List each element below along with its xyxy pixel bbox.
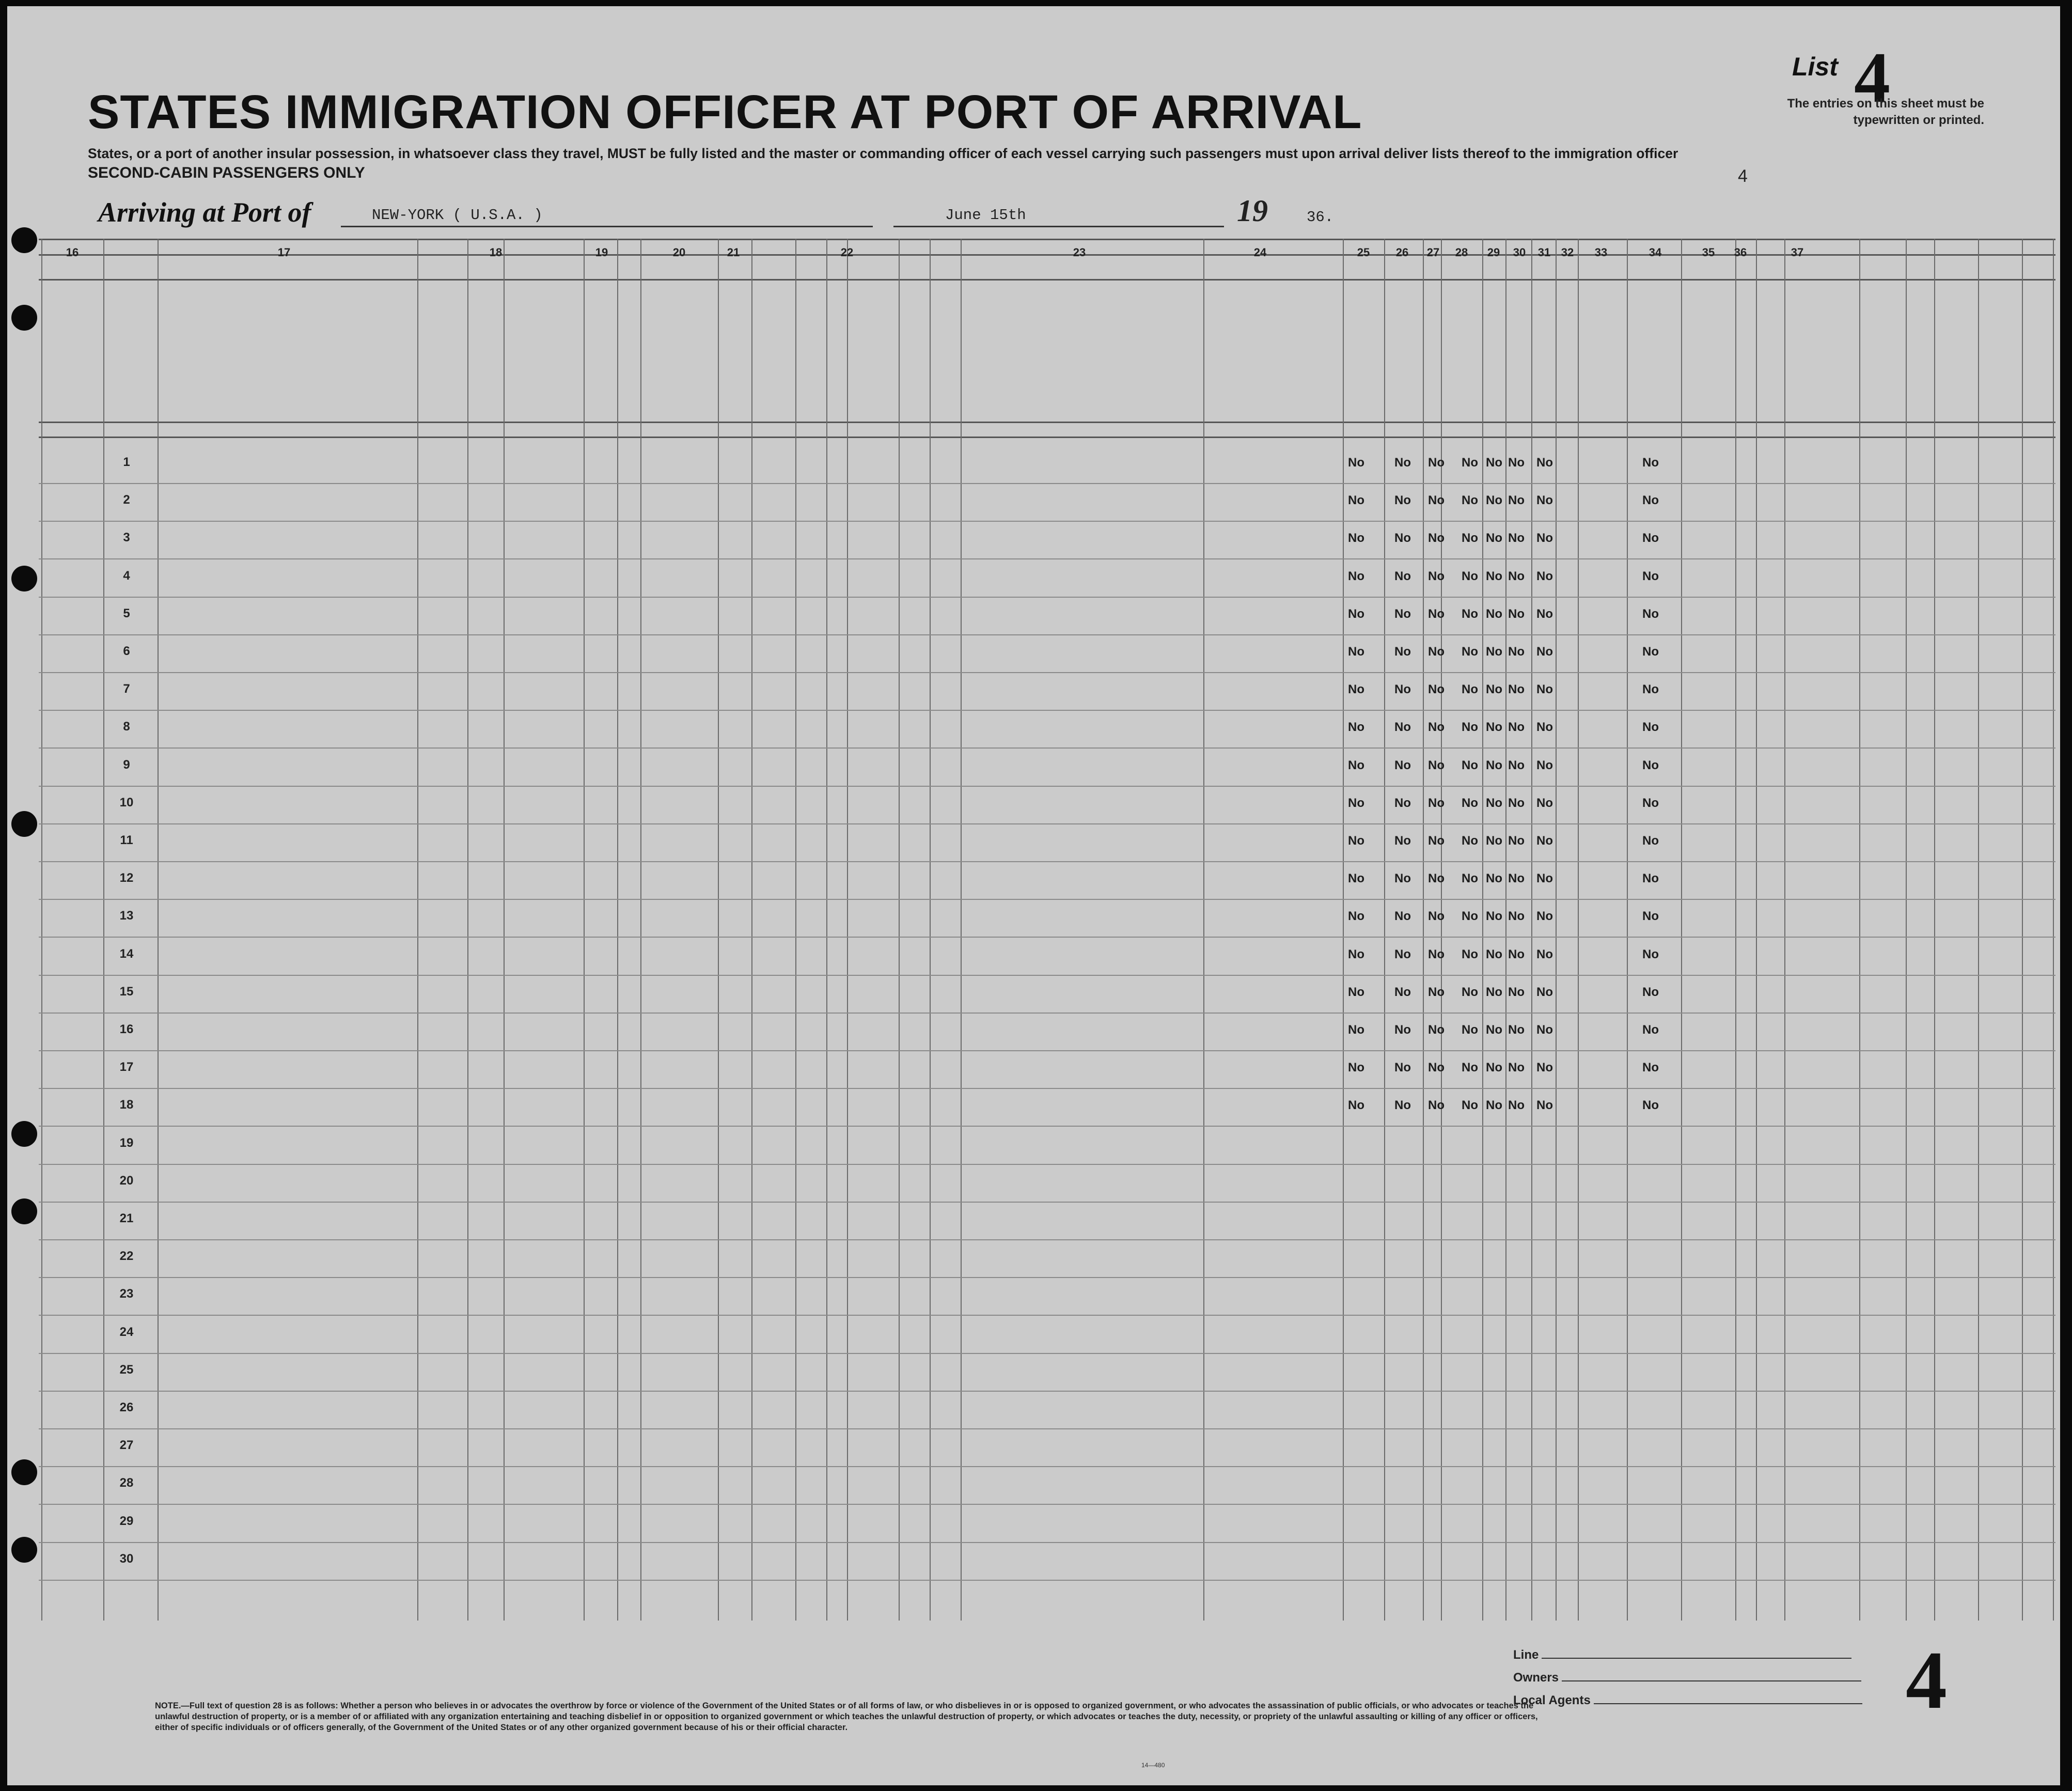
- deformed-no: No: [1642, 645, 1659, 659]
- column-number: 23: [1073, 246, 1086, 259]
- flag-no: No: [1462, 720, 1478, 735]
- flag-no: No: [1428, 645, 1445, 659]
- column-number: 30: [1513, 246, 1526, 259]
- flag-no: No: [1462, 758, 1478, 772]
- flag-no: No: [1428, 531, 1445, 546]
- row-rule: [39, 1353, 2055, 1354]
- row-rule: [39, 861, 2055, 862]
- row-rule: [39, 823, 2055, 824]
- deformed-no: No: [1642, 985, 1659, 999]
- table-rule: [39, 239, 2055, 240]
- flag-no: No: [1508, 796, 1525, 810]
- flag-no: No: [1394, 985, 1411, 999]
- row-number: 28: [119, 1476, 134, 1490]
- deformed-no: No: [1642, 1098, 1659, 1113]
- flag-no: No: [1486, 645, 1502, 659]
- table-rule: [39, 279, 2055, 281]
- column-number: 37: [1791, 246, 1804, 259]
- header-line-1: States, or a port of another insular possession, in whatsoever class they travel, MUST be fully listed and the master or commanding officer of each vessel carrying such passengers must upon arrival deliver lists thereof to the immigration officer: [88, 146, 1678, 161]
- row-number: 1: [123, 455, 130, 469]
- column-rule: [1627, 239, 1628, 1621]
- flag-no: No: [1394, 606, 1411, 621]
- deformed-no: No: [1642, 569, 1659, 583]
- column-rule: [961, 239, 962, 1621]
- flag-no: No: [1486, 985, 1502, 999]
- deformed-no: No: [1642, 1061, 1659, 1075]
- arrival-port: NEW-YORK ( U.S.A. ): [372, 207, 543, 224]
- row-rule: [39, 1315, 2055, 1316]
- flag-no: No: [1394, 947, 1411, 961]
- row-number: 24: [119, 1325, 134, 1339]
- flag-no: No: [1536, 456, 1553, 470]
- row-number: 13: [119, 909, 134, 923]
- page-title: STATES IMMIGRATION OFFICER AT PORT OF ARRIVAL: [88, 86, 1362, 138]
- deformed-no: No: [1642, 796, 1659, 810]
- local-agents-label: Local Agents: [1513, 1693, 1591, 1707]
- column-number: 28: [1455, 246, 1468, 259]
- flag-no: No: [1536, 569, 1553, 583]
- flag-no: No: [1348, 645, 1364, 659]
- flag-no: No: [1394, 871, 1411, 886]
- flag-no: No: [1486, 456, 1502, 470]
- row-rule: [39, 1277, 2055, 1278]
- column-rule: [1578, 239, 1579, 1621]
- deformed-no: No: [1642, 871, 1659, 886]
- row-rule: [39, 747, 2055, 749]
- row-rule: [39, 634, 2055, 635]
- flag-no: No: [1394, 456, 1411, 470]
- flag-no: No: [1348, 720, 1364, 735]
- row-rule: [39, 786, 2055, 787]
- flag-no: No: [1536, 531, 1553, 546]
- flag-no: No: [1462, 645, 1478, 659]
- flag-no: No: [1394, 1061, 1411, 1075]
- owners-label: Owners: [1513, 1671, 1559, 1685]
- column-number: 27: [1426, 246, 1440, 259]
- flag-no: No: [1486, 871, 1502, 886]
- column-rule: [751, 239, 752, 1621]
- flag-no: No: [1348, 985, 1364, 999]
- column-rule: [467, 239, 468, 1621]
- flag-no: No: [1348, 909, 1364, 924]
- flag-no: No: [1486, 834, 1502, 848]
- row-rule: [39, 1126, 2055, 1127]
- flag-no: No: [1508, 1098, 1525, 1113]
- row-rule: [39, 672, 2055, 673]
- flag-no: No: [1348, 456, 1364, 470]
- flag-no: No: [1508, 985, 1525, 999]
- row-number: 8: [123, 720, 130, 734]
- row-rule: [39, 483, 2055, 484]
- flag-no: No: [1428, 985, 1445, 999]
- row-rule: [39, 1580, 2055, 1581]
- flag-no: No: [1462, 909, 1478, 924]
- flag-no: No: [1536, 493, 1553, 508]
- flag-no: No: [1428, 493, 1445, 508]
- row-rule: [39, 710, 2055, 711]
- flag-no: No: [1486, 531, 1502, 546]
- row-rule: [39, 558, 2055, 559]
- row-rule: [39, 975, 2055, 976]
- list-label: List: [1792, 52, 1838, 81]
- flag-no: No: [1394, 909, 1411, 924]
- flag-no: No: [1394, 531, 1411, 546]
- flag-no: No: [1394, 569, 1411, 583]
- deformed-no: No: [1642, 682, 1659, 697]
- flag-no: No: [1508, 493, 1525, 508]
- row-rule: [39, 1202, 2055, 1203]
- column-number: 33: [1594, 246, 1608, 259]
- column-rule: [1482, 239, 1483, 1621]
- row-number: 20: [119, 1173, 134, 1188]
- flag-no: No: [1508, 947, 1525, 961]
- column-rule: [2053, 239, 2054, 1621]
- flag-no: No: [1486, 909, 1502, 924]
- row-number: 14: [119, 946, 134, 961]
- column-rule: [1978, 239, 1979, 1621]
- flag-no: No: [1536, 606, 1553, 621]
- column-number: 31: [1537, 246, 1551, 259]
- deformed-no: No: [1642, 456, 1659, 470]
- flag-no: No: [1462, 947, 1478, 961]
- flag-no: No: [1508, 456, 1525, 470]
- footnote-question-28: NOTE.—Full text of question 28 is as follows: Whether a person who believes in or advocates the overthrow by force or violence of the Government of the United States or of all forms of law, or who disbelieves in or is opposed to organized government, or who advocates the assassination of public officials, or who advocates or teaches the unlawful destruction of property, or is a member of or affiliated with any organization entertaining and teaching disbelief in or opposition to organized government or which teaches the unlawful destruction of property, or which advocates or teaches the duty, necessity, or propriety of the unlawful assaulting or killing of any officer or officers, either of specific individuals or of officers generally, of the Government of the United States or of any other organized government because of his or their official character.: [155, 1701, 1538, 1732]
- column-rule: [417, 239, 418, 1621]
- flag-no: No: [1462, 985, 1478, 999]
- row-number: 19: [119, 1135, 134, 1150]
- flag-no: No: [1508, 606, 1525, 621]
- flag-no: No: [1508, 720, 1525, 735]
- flag-no: No: [1428, 569, 1445, 583]
- flag-no: No: [1536, 834, 1553, 848]
- flag-no: No: [1394, 796, 1411, 810]
- deformed-no: No: [1642, 947, 1659, 961]
- flag-no: No: [1536, 985, 1553, 999]
- row-number: 9: [123, 757, 130, 772]
- column-rule: [584, 239, 585, 1621]
- flag-no: No: [1462, 493, 1478, 508]
- flag-no: No: [1394, 834, 1411, 848]
- flag-no: No: [1462, 1098, 1478, 1113]
- column-number: 34: [1649, 246, 1662, 259]
- row-number: 26: [119, 1400, 134, 1414]
- column-number: 35: [1702, 246, 1715, 259]
- row-number: 30: [119, 1551, 134, 1566]
- flag-no: No: [1508, 531, 1525, 546]
- deformed-no: No: [1642, 909, 1659, 924]
- flag-no: No: [1508, 682, 1525, 697]
- flag-no: No: [1348, 682, 1364, 697]
- flag-no: No: [1428, 909, 1445, 924]
- year-suffix: 36.: [1307, 209, 1334, 226]
- arriving-label: Arriving at Port of: [98, 197, 311, 228]
- row-number: 18: [119, 1098, 134, 1112]
- column-number: 19: [595, 246, 608, 259]
- row-rule: [39, 1088, 2055, 1089]
- flag-no: No: [1536, 1061, 1553, 1075]
- row-number: 4: [123, 568, 130, 583]
- column-rule: [1203, 239, 1204, 1621]
- row-rule: [39, 1239, 2055, 1240]
- line-owner-agent-fields: [1513, 1648, 1862, 1716]
- row-rule: [39, 1391, 2055, 1392]
- flag-no: No: [1394, 758, 1411, 772]
- column-number: 32: [1561, 246, 1574, 259]
- flag-no: No: [1462, 569, 1478, 583]
- flag-no: No: [1462, 531, 1478, 546]
- flag-no: No: [1486, 947, 1502, 961]
- flag-no: No: [1348, 1098, 1364, 1113]
- row-number: 7: [123, 682, 130, 696]
- flag-no: No: [1348, 531, 1364, 546]
- column-rule: [1934, 239, 1935, 1621]
- column-rule: [1681, 239, 1682, 1621]
- flag-no: No: [1462, 1023, 1478, 1037]
- column-rule: [1343, 239, 1344, 1621]
- flag-no: No: [1428, 606, 1445, 621]
- column-rule: [41, 239, 42, 1621]
- flag-no: No: [1508, 1061, 1525, 1075]
- row-rule: [39, 597, 2055, 598]
- flag-no: No: [1486, 606, 1502, 621]
- form-code: 14—480: [1141, 1762, 1165, 1769]
- column-rule: [1441, 239, 1442, 1621]
- deformed-no: No: [1642, 758, 1659, 772]
- column-rule: [826, 239, 827, 1621]
- header-line-2: SECOND-CABIN PASSENGERS ONLY: [88, 164, 365, 181]
- flag-no: No: [1428, 720, 1445, 735]
- row-number: 17: [119, 1060, 134, 1074]
- flag-no: No: [1462, 871, 1478, 886]
- row-number: 6: [123, 644, 130, 658]
- flag-no: No: [1348, 758, 1364, 772]
- flag-no: No: [1348, 1023, 1364, 1037]
- column-number: 36: [1734, 246, 1747, 259]
- flag-no: No: [1348, 871, 1364, 886]
- flag-no: No: [1394, 682, 1411, 697]
- column-rule: [640, 239, 641, 1621]
- column-number: 24: [1253, 246, 1267, 259]
- column-rule: [1859, 239, 1860, 1621]
- column-rule: [718, 239, 719, 1621]
- flag-no: No: [1428, 947, 1445, 961]
- column-number: 22: [840, 246, 854, 259]
- flag-no: No: [1348, 1061, 1364, 1075]
- column-rule: [2022, 239, 2023, 1621]
- deformed-no: No: [1642, 531, 1659, 546]
- row-rule: [39, 1466, 2055, 1467]
- row-number: 5: [123, 606, 130, 620]
- flag-no: No: [1428, 796, 1445, 810]
- flag-no: No: [1508, 834, 1525, 848]
- column-rule: [899, 239, 900, 1621]
- flag-no: No: [1536, 645, 1553, 659]
- flag-no: No: [1508, 645, 1525, 659]
- column-number: 16: [66, 246, 79, 259]
- column-rule: [617, 239, 618, 1621]
- row-rule: [39, 1542, 2055, 1543]
- flag-no: No: [1486, 493, 1502, 508]
- flag-no: No: [1536, 947, 1553, 961]
- row-number: 2: [123, 493, 130, 507]
- row-rule: [39, 937, 2055, 938]
- flag-no: No: [1486, 1061, 1502, 1075]
- row-rule: [39, 1504, 2055, 1505]
- table-rule: [39, 437, 2055, 438]
- flag-no: No: [1536, 909, 1553, 924]
- row-number: 22: [119, 1249, 134, 1264]
- flag-no: No: [1536, 871, 1553, 886]
- deformed-no: No: [1642, 606, 1659, 621]
- row-rule: [39, 899, 2055, 900]
- column-rule: [1531, 239, 1532, 1621]
- row-rule: [39, 1428, 2055, 1429]
- flag-no: No: [1394, 720, 1411, 735]
- row-number: 12: [119, 871, 134, 885]
- row-rule: [39, 1164, 2055, 1165]
- flag-no: No: [1394, 645, 1411, 659]
- row-number: 16: [119, 1022, 134, 1036]
- column-number: 17: [277, 246, 291, 259]
- flag-no: No: [1462, 1061, 1478, 1075]
- flag-no: No: [1348, 834, 1364, 848]
- arrival-date: June 15th: [945, 207, 1026, 224]
- year-prefix: 19: [1237, 194, 1268, 228]
- deformed-no: No: [1642, 1023, 1659, 1037]
- flag-no: No: [1428, 758, 1445, 772]
- flag-no: No: [1508, 569, 1525, 583]
- column-rule: [1556, 239, 1557, 1621]
- row-rule: [39, 521, 2055, 522]
- column-rule: [1384, 239, 1385, 1621]
- flag-no: No: [1348, 796, 1364, 810]
- column-rule: [1735, 239, 1736, 1621]
- list-number: 4: [1854, 38, 1890, 118]
- flag-no: No: [1508, 758, 1525, 772]
- flag-no: No: [1508, 909, 1525, 924]
- typewritten-note: The entries on this sheet must be typewritten or printed.: [1787, 97, 1984, 127]
- flag-no: No: [1428, 834, 1445, 848]
- flag-no: No: [1394, 493, 1411, 508]
- flag-no: No: [1486, 569, 1502, 583]
- flag-no: No: [1348, 606, 1364, 621]
- column-number: 18: [489, 246, 503, 259]
- flag-no: No: [1428, 1098, 1445, 1113]
- row-number: 3: [123, 531, 130, 545]
- flag-no: No: [1394, 1098, 1411, 1113]
- flag-no: No: [1486, 682, 1502, 697]
- flag-no: No: [1462, 834, 1478, 848]
- row-rule: [39, 1050, 2055, 1051]
- flag-no: No: [1462, 796, 1478, 810]
- flag-no: No: [1348, 493, 1364, 508]
- row-number: 21: [119, 1211, 134, 1225]
- flag-no: No: [1462, 682, 1478, 697]
- handwritten-list-number: 4: [1906, 1634, 1947, 1726]
- flag-no: No: [1462, 606, 1478, 621]
- flag-no: No: [1536, 682, 1553, 697]
- deformed-no: No: [1642, 834, 1659, 848]
- sheet-number: 4: [1738, 166, 1748, 186]
- flag-no: No: [1394, 1023, 1411, 1037]
- flag-no: No: [1428, 1023, 1445, 1037]
- column-number: 20: [672, 246, 686, 259]
- row-rule: [39, 1013, 2055, 1014]
- flag-no: No: [1428, 456, 1445, 470]
- column-rule: [847, 239, 848, 1621]
- line-label: Line: [1513, 1648, 1539, 1662]
- column-rule: [504, 239, 505, 1621]
- column-rule: [1756, 239, 1757, 1621]
- flag-no: No: [1486, 1023, 1502, 1037]
- column-rule: [930, 239, 931, 1621]
- column-number: 25: [1357, 246, 1370, 259]
- flag-no: No: [1428, 682, 1445, 697]
- row-number: 27: [119, 1438, 134, 1453]
- flag-no: No: [1536, 720, 1553, 735]
- flag-no: No: [1536, 758, 1553, 772]
- column-number: 26: [1395, 246, 1409, 259]
- flag-no: No: [1428, 871, 1445, 886]
- row-number: 25: [119, 1362, 134, 1377]
- column-rule: [1784, 239, 1785, 1621]
- flag-no: No: [1348, 569, 1364, 583]
- column-rule: [1505, 239, 1506, 1621]
- column-rule: [1423, 239, 1424, 1621]
- flag-no: No: [1486, 758, 1502, 772]
- row-number: 10: [119, 795, 134, 809]
- flag-no: No: [1536, 1023, 1553, 1037]
- table-rule: [39, 422, 2055, 423]
- row-number: 29: [119, 1514, 134, 1528]
- flag-no: No: [1486, 796, 1502, 810]
- column-rule: [158, 239, 159, 1621]
- flag-no: No: [1536, 796, 1553, 810]
- flag-no: No: [1428, 1061, 1445, 1075]
- flag-no: No: [1486, 1098, 1502, 1113]
- column-rule: [1906, 239, 1907, 1621]
- row-number: 15: [119, 984, 134, 999]
- flag-no: No: [1486, 720, 1502, 735]
- deformed-no: No: [1642, 720, 1659, 735]
- row-number: 23: [119, 1287, 134, 1301]
- column-number: 21: [727, 246, 740, 259]
- flag-no: No: [1348, 947, 1364, 961]
- deformed-no: No: [1642, 493, 1659, 508]
- flag-no: No: [1462, 456, 1478, 470]
- column-number: 29: [1487, 246, 1500, 259]
- column-rule: [795, 239, 796, 1621]
- flag-no: No: [1508, 871, 1525, 886]
- flag-no: No: [1508, 1023, 1525, 1037]
- row-number: 11: [120, 833, 133, 847]
- flag-no: No: [1536, 1098, 1553, 1113]
